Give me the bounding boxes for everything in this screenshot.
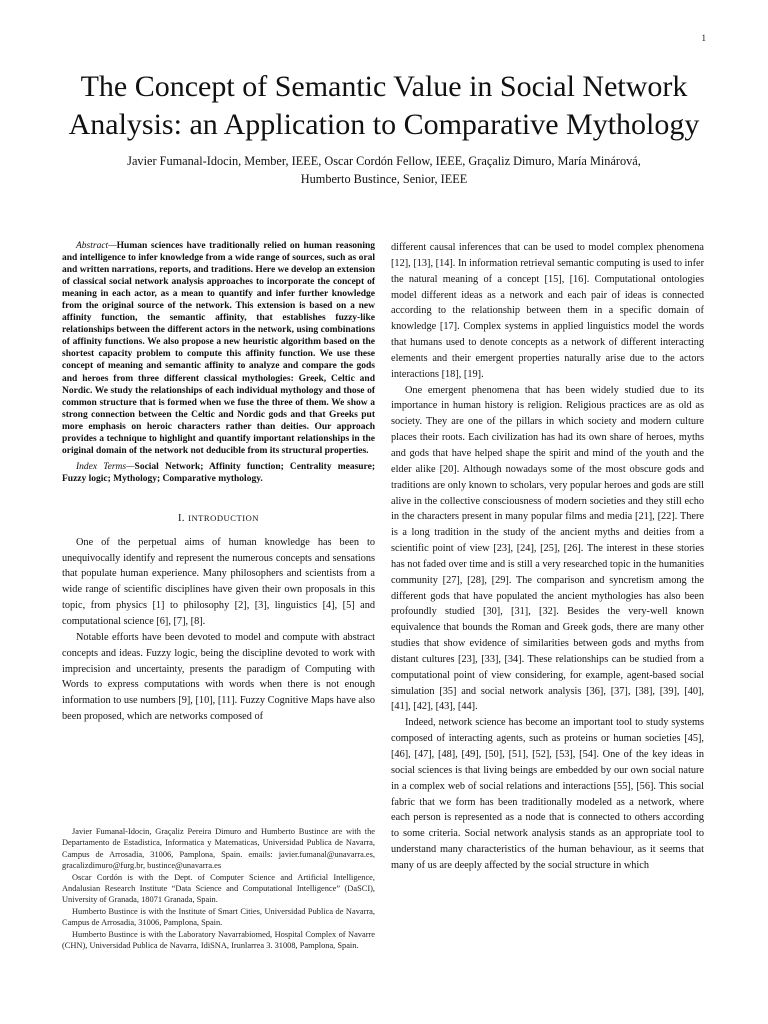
abstract: [62, 240, 375, 457]
index-terms-label: Index Terms—: [76, 461, 135, 472]
author-footnotes: [62, 826, 375, 951]
author-line-2: Humberto Bustince, Senior, IEEE: [300, 172, 468, 186]
section-title: INTRODUCTION: [188, 512, 260, 523]
right-column: [391, 240, 704, 874]
paper-title: The Concept of Semantic Value in Social Network Analysis: an Application to Comparative Mythology: [68, 70, 700, 141]
footnote: Oscar Cordón is with the Dept. of Computer Science and Artificial Intelligence, Andalusian Research Institute “Data Science and Computational Intelligence” (DaSCI), University of Granada, 18071 Granada, Spain.: [62, 872, 375, 905]
body-paragraph: One of the perpetual aims of human knowledge has been to unequivocally identify and represent the numerous concepts and sensations that populate human experience. Many philosophers and scientists from a wide range of scientific disciplines have given their own proposals in this topic, from physics [1] to philosophy [2], [3], linguistics [4], [5] and computational science [6], [7], [8].: [62, 536, 375, 627]
body-paragraph: Indeed, network science has become an important tool to study systems composed of interacting agents, such as proteins or human societies [45], [46], [47], [48], [49], [50], [51], [52], [53], [54]. One of the key ideas in social sciences is that living beings are embedded by our own social nature in a complex web of social relations and interactions [55], [56]. This social fabric that we form has been traditionally modeled as a network, where each person is represented as a node that is connected to others according to some criteria. Social network analysis stands as an appropriate tool to understand many characteristics of the human behaviour, as it seems that many of us are deeply affected by the social structure in which: [391, 717, 704, 871]
footnote: Humberto Bustince is with the Laboratory Navarrabiomed, Hospital Complex of Navarre (CHN), Universidad Publica de Navarra, IdiSNA, Irunlarrea 3. 31008, Pamplona, Spain.: [62, 929, 375, 951]
body-paragraph: different causal inferences that can be used to model complex phenomena [12], [13], [14]. In information retrieval semantic computing is used to infer the natural meaning of a concept [15], [16]. Computational ontologies model different ideas as a network and each pair of ideas is connected according to the relationship between them in a specific domain of knowledge [17]. Complex systems in applied linguistics model the words that humans used to denote concepts as a network of different interacting elements and their emergent properties naturally arise due to the actors interactions [18], [19].: [391, 242, 704, 380]
footnote: Javier Fumanal-Idocin, Graçaliz Pereira Dimuro and Humberto Bustince are with the Departamento de Estadistica, Informatica y Matematicas, Universidad Publica de Navarra, Campus de Arrosadia, 31006, Pamplona, Spain. emails: javier.fumanal@unavarra.es, gracalizdimuro@furg.br, bustince@unavarra.es: [62, 827, 375, 871]
left-column: [62, 240, 375, 725]
index-terms: [62, 461, 375, 485]
footnote: Humberto Bustince is with the Institute of Smart Cities, Universidad Publica de Navarra, Campus de Arrosadia, 31006, Pamplona, Spain.: [62, 906, 375, 928]
page-number: 1: [701, 33, 706, 43]
section-heading: [62, 511, 375, 527]
body-paragraph: Notable efforts have been devoted to model and compute with abstract concepts and ideas. Fuzzy logic, being the discipline devoted to work with imprecision and uncertainty, presents the paradigm of Computing with Words to express computations with words when there is not enough information to use numbers [9], [10], [11]. Fuzzy Cognitive Maps have also been proposed, which are networks composed of: [62, 631, 375, 723]
abstract-text: Human sciences have traditionally relied on human reasoning and intelligence to infer knowledge from a wide range of sources, such as oral and written narrations, reports, and traditions. Here we develop an extension of classical social network analysis approaches to incorporate the concept of meaning in each actor, as a mean to quantify and infer further knowledge from the original source of the network. This extension is based on a new affinity function, the semantic affinity, that establishes fuzzy-like relationships between the different actors in the network, using combinations of affinity functions. We also propose a new heuristic algorithm based on the shortest capacity problem to compute this affinity function. We use these concept of meaning and semantic affinity to analyze and compare the gods and heroes from three different classical mythologies: Greek, Celtic and Nordic. We study the relationships of each individual mythology and those of common structure that is formed when we fuse the three of them. We show a strong connection between the Celtic and Nordic gods and that Greeks put more emphasis on heroic characters rather than deities. Our approach provides a technique to highlight and quantify important relationships in the original domain of the network not deducible from its structural properties.: [62, 241, 375, 456]
abstract-label: Abstract—: [76, 241, 117, 251]
index-terms-text: Social Network; Affinity function; Centrality measure; Fuzzy logic; Mythology; Comparative mythology.: [62, 461, 375, 484]
body-paragraph: One emergent phenomena that has been widely studied due to its importance in human history is religion. Religious practices are as old as society. They are one of the pillars in which society and modern culture places their roots. Each civilization has had its own share of heroes, myths and gods that have helped shape the spirit and mind of the youth and the elder alike [20]. Although nowadays some of the most obscure gods and traditions are only known to scholars, very popular heroes and gods are still alive in the collective consciousness of modern societies and they still echo in the characters present in many popular films and media [21], [22]. There is a long tradition in the study of the ancient myths and deities from a scientific point of view [23], [24], [25], [26]. The interest in these stories has not faded over time and is still a very researched topic in the humanities community [27], [28], [29]. The comparison and syncretism among the different gods that have populated the ancient mythologies has also been profoundly studied [30], [31], [32]. Besides the very-well known equivalence that bounds the Roman and Greek gods, there are many other studies that show evidence of similarities between gods and myths from distant cultures [23], [33], [34]. These relationships can be studied from a computational point of view considering, for example, agent-based social simulation [35] and social network analysis [36], [37], [38], [39], [40], [41], [42], [43], [44].: [391, 384, 704, 713]
author-line-1: Javier Fumanal-Idocin, Member, IEEE, Oscar Cordón Fellow, IEEE, Graçaliz Dimuro, María Minárová,: [127, 154, 641, 168]
section-number: I.: [177, 512, 185, 524]
author-list: [40, 152, 728, 188]
